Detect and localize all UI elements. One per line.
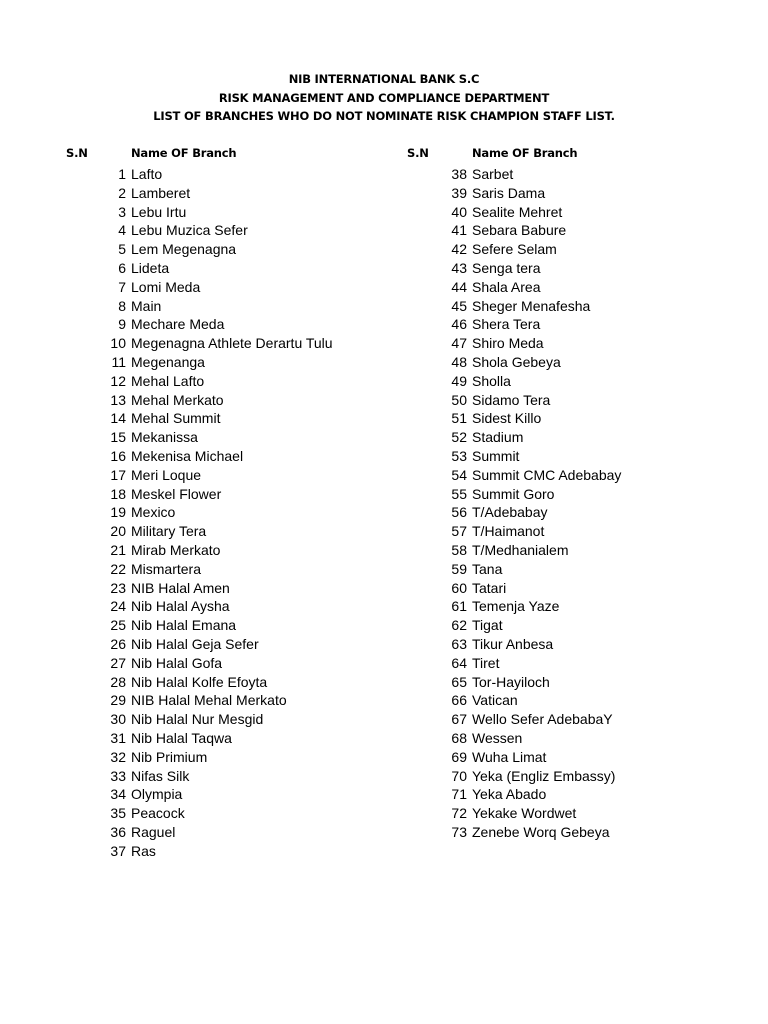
branch-name: Mechare Meda <box>131 316 225 333</box>
branch-sn: 7 <box>118 278 126 295</box>
branch-name: Mekanissa <box>131 429 198 446</box>
branch-row <box>427 804 747 823</box>
branch-sn: 11 <box>111 353 126 370</box>
branch-row <box>86 691 386 710</box>
branch-sn: 45 <box>451 297 467 314</box>
branch-sn: 64 <box>451 654 467 671</box>
left-sn-header: S.N <box>66 146 88 160</box>
branch-row <box>427 221 747 240</box>
branch-name: T/Adebabay <box>472 504 548 521</box>
branch-row <box>86 597 386 616</box>
branch-row <box>86 616 386 635</box>
branch-sn: 63 <box>451 635 467 652</box>
branch-name: Temenja Yaze <box>472 598 560 615</box>
branch-row <box>427 785 747 804</box>
branch-row <box>427 541 747 560</box>
branch-name: Lem Megenagna <box>131 241 237 258</box>
branch-row <box>427 315 747 334</box>
branch-sn: 47 <box>451 335 467 352</box>
branch-sn: 22 <box>110 560 126 577</box>
branch-sn: 40 <box>451 203 467 220</box>
branch-sn: 13 <box>110 391 126 408</box>
branch-sn: 65 <box>451 673 467 690</box>
branch-row <box>427 579 747 598</box>
branch-sn: 50 <box>451 391 467 408</box>
branch-name: Yeka Abado <box>472 786 547 803</box>
department-name: RISK MANAGEMENT AND COMPLIANCE DEPARTMENT <box>218 90 550 105</box>
branch-sn: 37 <box>110 842 126 859</box>
branch-name: Shiro Meda <box>472 335 544 352</box>
branch-sn: 8 <box>118 297 126 314</box>
branch-sn: 69 <box>451 748 467 765</box>
branch-row <box>427 466 747 485</box>
branch-name: Lafto <box>131 166 163 182</box>
branch-name: Shola Gebeya <box>472 353 561 370</box>
branch-name: Wello Sefer AdebabaY <box>472 711 613 728</box>
branch-name: Tatari <box>472 579 507 596</box>
branch-name: Megenanga <box>131 353 205 370</box>
branch-sn: 44 <box>451 278 467 295</box>
branch-row <box>427 654 747 673</box>
branch-row <box>427 353 747 372</box>
branch-name: Mehal Summit <box>131 410 221 427</box>
branch-row <box>427 428 747 447</box>
branch-sn: 1 <box>118 166 126 182</box>
branch-row <box>86 485 386 504</box>
branch-name: Mismartera <box>131 560 202 577</box>
branch-name: Raguel <box>131 823 176 840</box>
left-branch-list <box>86 165 386 860</box>
branch-row <box>86 203 386 222</box>
branch-name: Meri Loque <box>131 466 202 483</box>
branch-row <box>427 203 747 222</box>
branch-row <box>427 748 747 767</box>
branch-row <box>427 616 747 635</box>
branch-sn: 66 <box>451 692 467 709</box>
branch-sn: 20 <box>110 523 126 540</box>
branch-row <box>427 673 747 692</box>
branch-row <box>427 409 747 428</box>
branch-sn: 17 <box>110 466 126 483</box>
branch-row <box>427 767 747 786</box>
branch-row <box>86 785 386 804</box>
branch-sn: 3 <box>118 203 126 220</box>
branch-name: NIB Halal Amen <box>131 579 230 596</box>
branch-sn: 51 <box>451 410 467 427</box>
branch-row <box>86 259 386 278</box>
branch-sn: 46 <box>451 316 467 333</box>
branch-name: Nib Halal Aysha <box>131 598 230 615</box>
branch-sn: 5 <box>118 241 126 258</box>
branch-name: Lideta <box>131 259 170 276</box>
branch-name: Nib Halal Geja Sefer <box>131 635 259 652</box>
branch-name: T/Medhanialem <box>472 541 569 558</box>
branch-name: Sefere Selam <box>472 241 557 258</box>
branch-name: Yeka (Engliz Embassy) <box>472 767 616 784</box>
branch-sn: 53 <box>451 447 467 464</box>
branch-sn: 57 <box>451 523 467 540</box>
branch-name: Sarbet <box>472 166 514 182</box>
branch-name: Vatican <box>472 692 518 709</box>
branch-row <box>86 654 386 673</box>
branch-row <box>427 372 747 391</box>
branch-row <box>427 297 747 316</box>
branch-row <box>86 372 386 391</box>
branch-sn: 56 <box>451 504 467 521</box>
branch-sn: 18 <box>110 485 126 502</box>
branch-sn: 16 <box>110 447 126 464</box>
branch-name: Lebu Irtu <box>131 203 187 220</box>
branch-row <box>86 710 386 729</box>
branch-sn: 49 <box>451 372 467 389</box>
branch-sn: 72 <box>451 805 467 822</box>
branch-sn: 15 <box>110 429 126 446</box>
branch-name: Summit <box>472 447 520 464</box>
branch-row <box>86 466 386 485</box>
branch-row <box>427 710 747 729</box>
branch-name: Olympia <box>131 786 183 803</box>
branch-name: Nib Halal Gofa <box>131 654 223 671</box>
branch-name: Senga tera <box>472 259 541 276</box>
branch-row <box>427 165 747 184</box>
branch-name: Mehal Merkato <box>131 391 224 408</box>
branch-sn: 71 <box>451 786 467 803</box>
branch-sn: 39 <box>451 184 467 201</box>
branch-name: Sebara Babure <box>472 222 567 239</box>
branch-name: T/Haimanot <box>472 523 545 540</box>
branch-sn: 54 <box>451 466 467 483</box>
branch-name: Sealite Mehret <box>472 203 563 220</box>
branch-row <box>86 447 386 466</box>
branch-name: Summit CMC Adebabay <box>472 466 622 483</box>
branch-sn: 59 <box>451 560 467 577</box>
branch-sn: 67 <box>451 711 467 728</box>
branch-sn: 10 <box>110 335 126 352</box>
branch-name: Sidest Killo <box>472 410 542 427</box>
branch-sn: 61 <box>451 598 467 615</box>
branch-row <box>427 259 747 278</box>
right-sn-header: S.N <box>407 146 429 160</box>
branch-row <box>86 428 386 447</box>
branch-name: Nib Halal Taqwa <box>131 729 232 746</box>
branch-row <box>86 278 386 297</box>
branch-sn: 26 <box>110 635 126 652</box>
branch-row <box>86 240 386 259</box>
branch-sn: 60 <box>451 579 467 596</box>
branch-name: Lamberet <box>131 184 191 201</box>
right-branch-list <box>427 165 747 842</box>
branch-name: Nib Halal Nur Mesgid <box>131 711 264 728</box>
branch-row <box>86 165 386 184</box>
branch-sn: 23 <box>110 579 126 596</box>
branch-row <box>86 503 386 522</box>
branch-row <box>427 334 747 353</box>
branch-row <box>427 635 747 654</box>
branch-sn: 55 <box>451 485 467 502</box>
branch-name: Sidamo Tera <box>472 391 551 408</box>
branch-row <box>86 673 386 692</box>
branch-sn: 21 <box>110 541 126 558</box>
branch-name: Megenagna Athlete Derartu Tulu <box>131 335 333 352</box>
left-name-header: Name OF Branch <box>131 146 237 160</box>
branch-row <box>427 560 747 579</box>
branch-sn: 43 <box>451 259 467 276</box>
branch-name: Nib Halal Emana <box>131 617 237 634</box>
branch-sn: 28 <box>110 673 126 690</box>
branch-row <box>86 184 386 203</box>
branch-sn: 35 <box>110 805 126 822</box>
branch-sn: 27 <box>110 654 126 671</box>
branch-row <box>86 823 386 842</box>
branch-sn: 25 <box>110 617 126 634</box>
branch-sn: 6 <box>118 259 126 276</box>
branch-name: Shera Tera <box>472 316 541 333</box>
branch-name: Zenebe Worq Gebeya <box>472 823 610 840</box>
branch-name: Mexico <box>131 504 176 521</box>
branch-row <box>86 315 386 334</box>
branch-row <box>427 485 747 504</box>
bank-name: NIB INTERNATIONAL BANK S.C <box>288 72 480 86</box>
branch-sn: 31 <box>110 729 126 746</box>
branch-sn: 70 <box>451 767 467 784</box>
branch-sn: 14 <box>110 410 126 427</box>
branch-name: Lebu Muzica Sefer <box>131 222 248 239</box>
branch-row <box>86 297 386 316</box>
branch-name: Military Tera <box>131 523 207 540</box>
branch-name: Nib Primium <box>131 748 208 765</box>
branch-row <box>86 391 386 410</box>
branch-row <box>86 729 386 748</box>
branch-row <box>427 391 747 410</box>
branch-sn: 68 <box>451 729 467 746</box>
branch-name: Tor-Hayiloch <box>472 673 550 690</box>
branch-sn: 12 <box>110 372 126 389</box>
branch-name: Main <box>131 297 162 314</box>
branch-row <box>86 409 386 428</box>
branch-name: Mekenisa Michael <box>131 447 244 464</box>
branch-row <box>86 221 386 240</box>
branch-name: Summit Goro <box>472 485 555 502</box>
branch-row <box>427 184 747 203</box>
branch-sn: 30 <box>110 711 126 728</box>
branch-sn: 42 <box>451 241 467 258</box>
branch-sn: 2 <box>118 184 126 201</box>
branch-sn: 4 <box>118 222 126 239</box>
branch-sn: 41 <box>451 222 467 239</box>
branch-sn: 19 <box>110 504 126 521</box>
branch-name: Tana <box>472 560 503 577</box>
branch-name: Stadium <box>472 429 524 446</box>
branch-row <box>427 729 747 748</box>
branch-row <box>86 635 386 654</box>
branch-row <box>427 691 747 710</box>
branch-row <box>86 522 386 541</box>
branch-row <box>86 334 386 353</box>
branch-row <box>86 541 386 560</box>
branch-name: Sholla <box>472 372 511 389</box>
branch-row <box>86 353 386 372</box>
branch-row <box>86 804 386 823</box>
document-title: LIST OF BRANCHES WHO DO NOT NOMINATE RISK CHAMPION STAFF LIST. <box>153 109 615 123</box>
branch-row <box>427 240 747 259</box>
branch-row <box>427 447 747 466</box>
branch-row <box>86 842 386 861</box>
branch-name: Mirab Merkato <box>131 541 221 558</box>
branch-sn: 58 <box>451 541 467 558</box>
document-header <box>0 70 768 126</box>
branch-sn: 33 <box>110 767 126 784</box>
branch-row <box>86 767 386 786</box>
branch-sn: 62 <box>451 617 467 634</box>
branch-row <box>86 560 386 579</box>
branch-sn: 38 <box>451 166 467 182</box>
right-name-header: Name OF Branch <box>472 146 578 160</box>
branch-name: Saris Dama <box>472 184 546 201</box>
branch-name: NIB Halal Mehal Merkato <box>131 692 287 709</box>
branch-sn: 73 <box>451 823 467 840</box>
branch-sn: 34 <box>110 786 126 803</box>
branch-name: Mehal Lafto <box>131 372 205 389</box>
branch-sn: 48 <box>451 353 467 370</box>
branch-row <box>86 579 386 598</box>
branch-name: Nifas Silk <box>131 767 190 784</box>
branch-row <box>86 748 386 767</box>
branch-name: Wessen <box>472 729 523 746</box>
branch-sn: 36 <box>110 823 126 840</box>
branch-name: Sheger Menafesha <box>472 297 591 314</box>
branch-sn: 9 <box>118 316 126 333</box>
branch-name: Wuha Limat <box>472 748 547 765</box>
branch-name: Nib Halal Kolfe Efoyta <box>131 673 268 690</box>
branch-sn: 29 <box>110 692 126 709</box>
branch-name: Lomi Meda <box>131 278 201 295</box>
branch-name: Tikur Anbesa <box>472 635 554 652</box>
branch-row <box>427 597 747 616</box>
branch-sn: 52 <box>451 429 467 446</box>
branch-name: Tigat <box>472 617 503 634</box>
branch-name: Tiret <box>472 654 500 671</box>
branch-row <box>427 823 747 842</box>
branch-name: Peacock <box>131 805 185 822</box>
branch-row <box>427 278 747 297</box>
branch-name: Yekake Wordwet <box>472 805 577 822</box>
branch-sn: 24 <box>110 598 126 615</box>
branch-row <box>427 522 747 541</box>
branch-name: Shala Area <box>472 278 541 295</box>
branch-sn: 32 <box>110 748 126 765</box>
branch-name: Meskel Flower <box>131 485 222 502</box>
branch-row <box>427 503 747 522</box>
branch-name: Ras <box>131 842 156 859</box>
